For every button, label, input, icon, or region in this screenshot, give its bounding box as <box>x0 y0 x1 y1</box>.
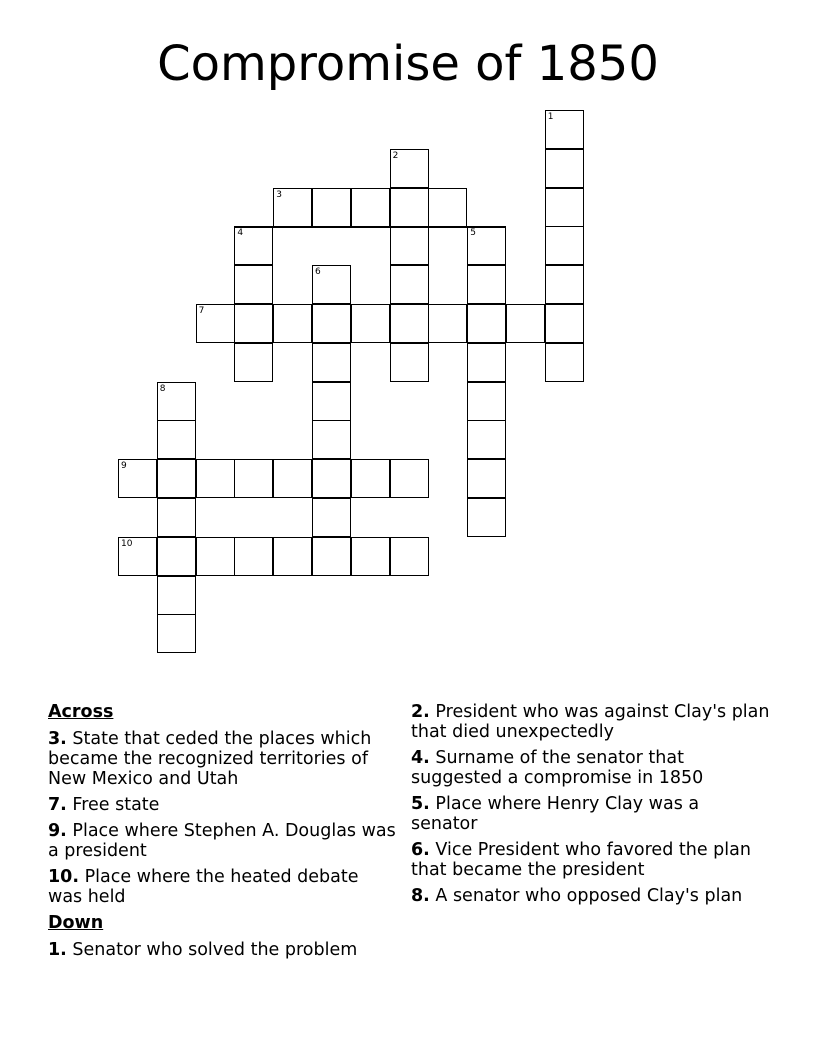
down-clue-2: 2. President who was against Clay's plan that died unexpectedly <box>411 702 770 742</box>
grid-cell[interactable] <box>467 459 506 498</box>
grid-cell[interactable] <box>157 537 196 576</box>
grid-cell[interactable] <box>545 110 584 149</box>
grid-cell[interactable] <box>351 459 390 498</box>
grid-cell[interactable] <box>390 304 429 343</box>
grid-cell[interactable] <box>157 459 196 498</box>
puzzle-title: Compromise of 1850 <box>157 36 659 92</box>
grid-cell[interactable] <box>467 420 506 459</box>
grid-cell[interactable] <box>506 304 545 343</box>
grid-cell[interactable] <box>467 304 506 343</box>
grid-cell[interactable] <box>390 188 429 227</box>
grid-cell[interactable] <box>273 188 312 227</box>
grid-cell[interactable] <box>545 265 584 304</box>
grid-cell[interactable] <box>390 343 429 382</box>
grid-cell[interactable] <box>312 382 351 421</box>
grid-cell[interactable] <box>545 149 584 188</box>
down-clue-4: 4. Surname of the senator that suggested a compromise in 1850 <box>411 748 704 788</box>
down-clue-1: 1. Senator who solved the problem <box>48 940 358 960</box>
grid-cell[interactable] <box>234 459 273 498</box>
grid-cell[interactable] <box>312 188 351 227</box>
grid-cell[interactable] <box>157 576 196 615</box>
grid-cell[interactable] <box>467 343 506 382</box>
across-clue-3: 3. State that ceded the places which became the recognized territories of New Mexico and Utah <box>48 729 372 789</box>
down-clue-8: 8. A senator who opposed Clay's plan <box>411 886 743 906</box>
grid-cell[interactable] <box>545 188 584 227</box>
grid-cell[interactable] <box>390 459 429 498</box>
grid-cell[interactable] <box>234 265 273 304</box>
grid-cell[interactable] <box>157 382 196 421</box>
grid-cell[interactable] <box>157 614 196 653</box>
grid-cell[interactable] <box>545 226 584 265</box>
grid-cell[interactable] <box>312 420 351 459</box>
cell-number: 4 <box>237 228 244 239</box>
grid-cell[interactable] <box>196 537 235 576</box>
grid-cell[interactable] <box>467 498 506 537</box>
cell-number: 8 <box>159 383 166 394</box>
grid-cell[interactable] <box>312 265 351 304</box>
grid-cell[interactable] <box>312 304 351 343</box>
down-heading: Down <box>48 913 104 933</box>
grid-cell[interactable] <box>157 498 196 537</box>
grid-cell[interactable] <box>196 459 235 498</box>
cell-number: 1 <box>547 112 554 122</box>
grid-cell[interactable] <box>196 304 235 343</box>
cell-number: 9 <box>121 461 127 472</box>
grid-cell[interactable] <box>273 304 312 343</box>
grid-cell[interactable] <box>351 304 390 343</box>
grid-line <box>234 226 506 228</box>
grid-cell[interactable] <box>234 537 273 576</box>
cell-number: 5 <box>470 228 476 239</box>
clues-column-right <box>411 702 771 912</box>
grid-cell[interactable] <box>312 459 351 498</box>
grid-cell[interactable] <box>118 459 157 498</box>
across-heading: Across <box>48 702 114 722</box>
across-clue-10: 10. Place where the heated debate was held <box>48 867 359 907</box>
cell-number: 3 <box>276 189 282 200</box>
grid-cell[interactable] <box>467 265 506 304</box>
grid-cell[interactable] <box>157 420 196 459</box>
grid-cell[interactable] <box>390 149 429 188</box>
grid-cell[interactable] <box>312 537 351 576</box>
grid-cell[interactable] <box>467 382 506 421</box>
grid-cell[interactable] <box>390 537 429 576</box>
down-clue-6: 6. Vice President who favored the plan that became the president <box>411 840 751 880</box>
grid-cell[interactable] <box>545 343 584 382</box>
grid-cell[interactable] <box>390 265 429 304</box>
grid-cell[interactable] <box>312 498 351 537</box>
grid-cell[interactable] <box>273 537 312 576</box>
across-clue-9: 9. Place where Stephen A. Douglas was a president <box>48 821 396 861</box>
grid-cell[interactable] <box>428 188 467 227</box>
across-clue-7: 7. Free state <box>48 795 160 815</box>
down-clue-5: 5. Place where Henry Clay was a senator <box>411 794 700 834</box>
grid-cell[interactable] <box>312 343 351 382</box>
grid-cell[interactable] <box>273 459 312 498</box>
grid-cell[interactable] <box>351 188 390 227</box>
grid-cell[interactable] <box>118 537 157 576</box>
cell-number: 10 <box>121 538 133 549</box>
cell-number: 2 <box>392 150 399 161</box>
clues-column-left <box>48 702 398 966</box>
grid-cell[interactable] <box>234 343 273 382</box>
cell-number: 6 <box>315 267 321 278</box>
grid-cell[interactable] <box>428 304 467 343</box>
grid-cell[interactable] <box>351 537 390 576</box>
grid-cell[interactable] <box>390 226 429 265</box>
grid-cell[interactable] <box>234 226 273 265</box>
grid-cell[interactable] <box>234 304 273 343</box>
grid-cell[interactable] <box>467 226 506 265</box>
grid-cell[interactable] <box>545 304 584 343</box>
cell-number: 7 <box>198 306 205 316</box>
